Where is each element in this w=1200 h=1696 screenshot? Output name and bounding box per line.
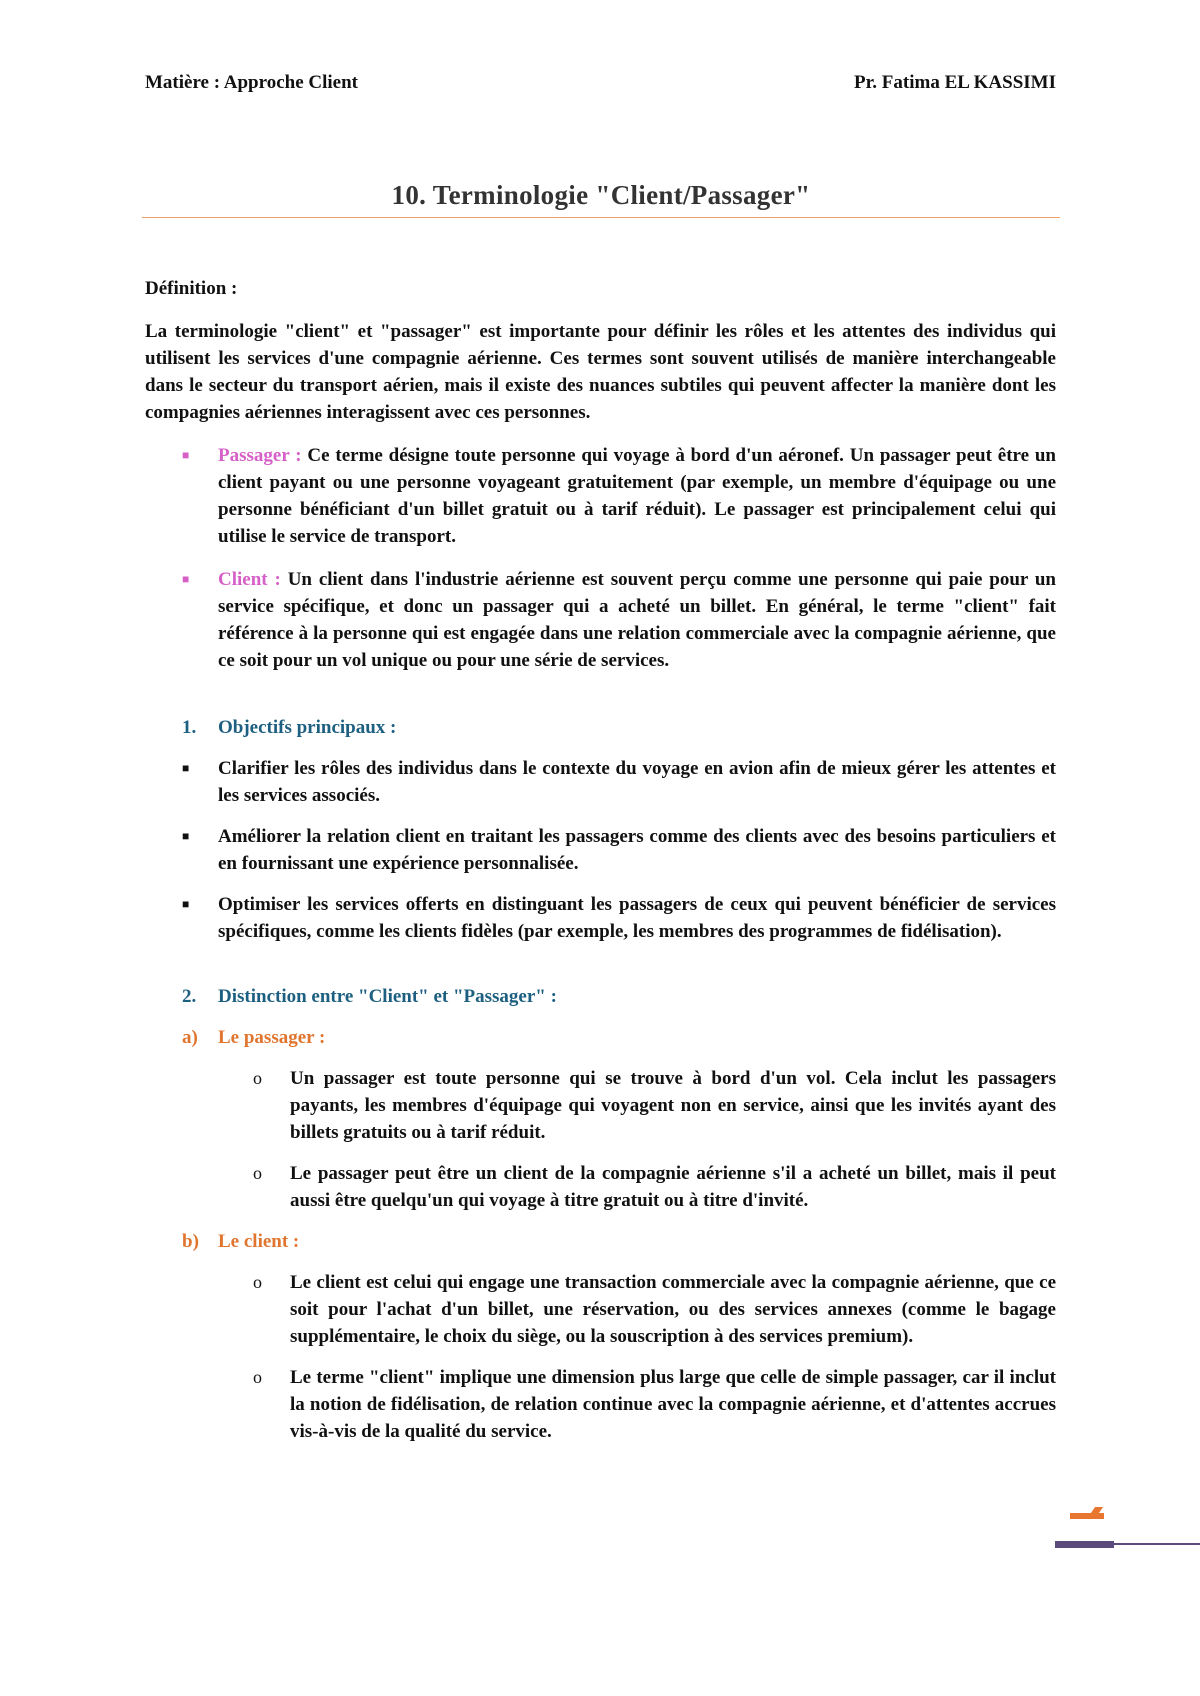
definition-passager <box>145 442 1056 550</box>
circle-bullet-icon: o <box>253 1367 262 1387</box>
list-item <box>145 1364 1056 1445</box>
circle-bullet-icon: o <box>253 1068 262 1088</box>
list-item <box>145 891 1056 945</box>
header-author: Pr. Fatima EL KASSIMI <box>854 72 1056 93</box>
term-text: Un client dans l'industrie aérienne est souvent perçu comme une personne qui paie pour un service spécifique, et donc un passager qui a acheté un billet. En général, le terme "client" fait référence à la personne qui est engagée dans une relation commerciale avec la compagnie aérienne, que ce soit pour un vol unique ou pour une série de services. <box>218 569 1056 671</box>
term-label: Client : <box>218 569 281 590</box>
document-body <box>145 275 1056 1445</box>
square-bullet-icon: ■ <box>182 829 190 843</box>
section-number: 1. <box>182 717 197 738</box>
title-underline <box>142 217 1060 218</box>
square-bullet-icon: ■ <box>182 572 190 586</box>
list-item <box>145 823 1056 877</box>
subsection-heading-client <box>145 1228 1056 1255</box>
list-item-text: Le terme "client" implique une dimension plus large que celle de simple passager, car il inclut la notion de fidélisation, de relation continue avec la compagnie aérienne, et d'attentes accrues vis-à-vis de la qualité du service. <box>290 1367 1056 1442</box>
section-title: Objectifs principaux : <box>218 717 397 738</box>
subsection-letter: b) <box>182 1231 199 1252</box>
square-bullet-icon: ■ <box>182 761 190 775</box>
section-heading-objectives <box>145 714 1056 741</box>
section-heading-distinction <box>145 983 1056 1010</box>
page-title: 10. Terminologie "Client/Passager" <box>391 180 811 210</box>
list-item <box>145 1160 1056 1214</box>
square-bullet-icon: ■ <box>182 897 190 911</box>
header-course: Matière : Approche Client <box>145 72 359 93</box>
list-item-text: Clarifier les rôles des individus dans le contexte du voyage en avion afin de mieux gérer les attentes et les services associés. <box>218 758 1056 806</box>
subsection-title: Le passager : <box>218 1027 326 1048</box>
list-item-text: Le passager peut être un client de la compagnie aérienne s'il a acheté un billet, mais il peut aussi être quelqu'un qui voyage à titre gratuit ou à titre d'invité. <box>290 1163 1056 1211</box>
page-header <box>145 72 1056 94</box>
list-item-text: Le client est celui qui engage une transaction commerciale avec la compagnie aérienne, que ce soit pour l'achat d'un billet, une réservation, ou des services annexes (comme le bagage supplémentaire, le choix du siège, ou la souscription à des services premium). <box>290 1272 1056 1347</box>
list-item <box>145 755 1056 809</box>
footer-bar-decoration <box>1055 1541 1114 1548</box>
footer-line-decoration <box>1112 1543 1200 1545</box>
list-item <box>145 1269 1056 1350</box>
list-item-text: Optimiser les services offerts en distinguant les passagers de ceux qui peuvent bénéficier de services spécifiques, comme les clients fidèles (par exemple, les membres des programmes de fidélisation). <box>218 894 1056 942</box>
term-label: Passager : <box>218 445 302 466</box>
list-item <box>145 1065 1056 1146</box>
subsection-title: Le client : <box>218 1231 300 1252</box>
list-item-text: Améliorer la relation client en traitant les passagers comme des clients avec des besoins particuliers et en fournissant une expérience personnalisée. <box>218 826 1056 874</box>
subsection-letter: a) <box>182 1027 198 1048</box>
definition-client <box>145 566 1056 674</box>
list-item-text: Un passager est toute personne qui se trouve à bord d'un vol. Cela inclut les passagers payants, les membres d'équipage qui voyagent non en service, ainsi que les invités ayant des billets gratuits ou à tarif réduit. <box>290 1068 1056 1143</box>
definition-label: Définition : <box>145 278 238 299</box>
circle-bullet-icon: o <box>253 1163 262 1183</box>
page-corner-decoration <box>1070 1513 1104 1519</box>
intro-paragraph: La terminologie "client" et "passager" est importante pour définir les rôles et les attentes des individus qui utilisent les services d'une compagnie aérienne. Ces termes sont souvent utilisés de manière interchangeable dans le secteur du transport aérien, mais il existe des nuances subtiles qui peuvent affecter la manière dont les compagnies aériennes interagissent avec ces personnes. <box>145 321 1056 423</box>
section-number: 2. <box>182 986 197 1007</box>
circle-bullet-icon: o <box>253 1272 262 1292</box>
section-title: Distinction entre "Client" et "Passager" : <box>218 986 557 1007</box>
square-bullet-icon: ■ <box>182 448 190 462</box>
term-text: Ce terme désigne toute personne qui voyage à bord d'un aéronef. Un passager peut être un client payant ou une personne voyageant gratuitement (par exemple, un membre d'équipage ou une personne bénéficiant d'un billet gratuit ou à tarif réduit). Le passager est principalement celui qui utilise le service de transport. <box>218 445 1057 547</box>
subsection-heading-passager <box>145 1024 1056 1051</box>
